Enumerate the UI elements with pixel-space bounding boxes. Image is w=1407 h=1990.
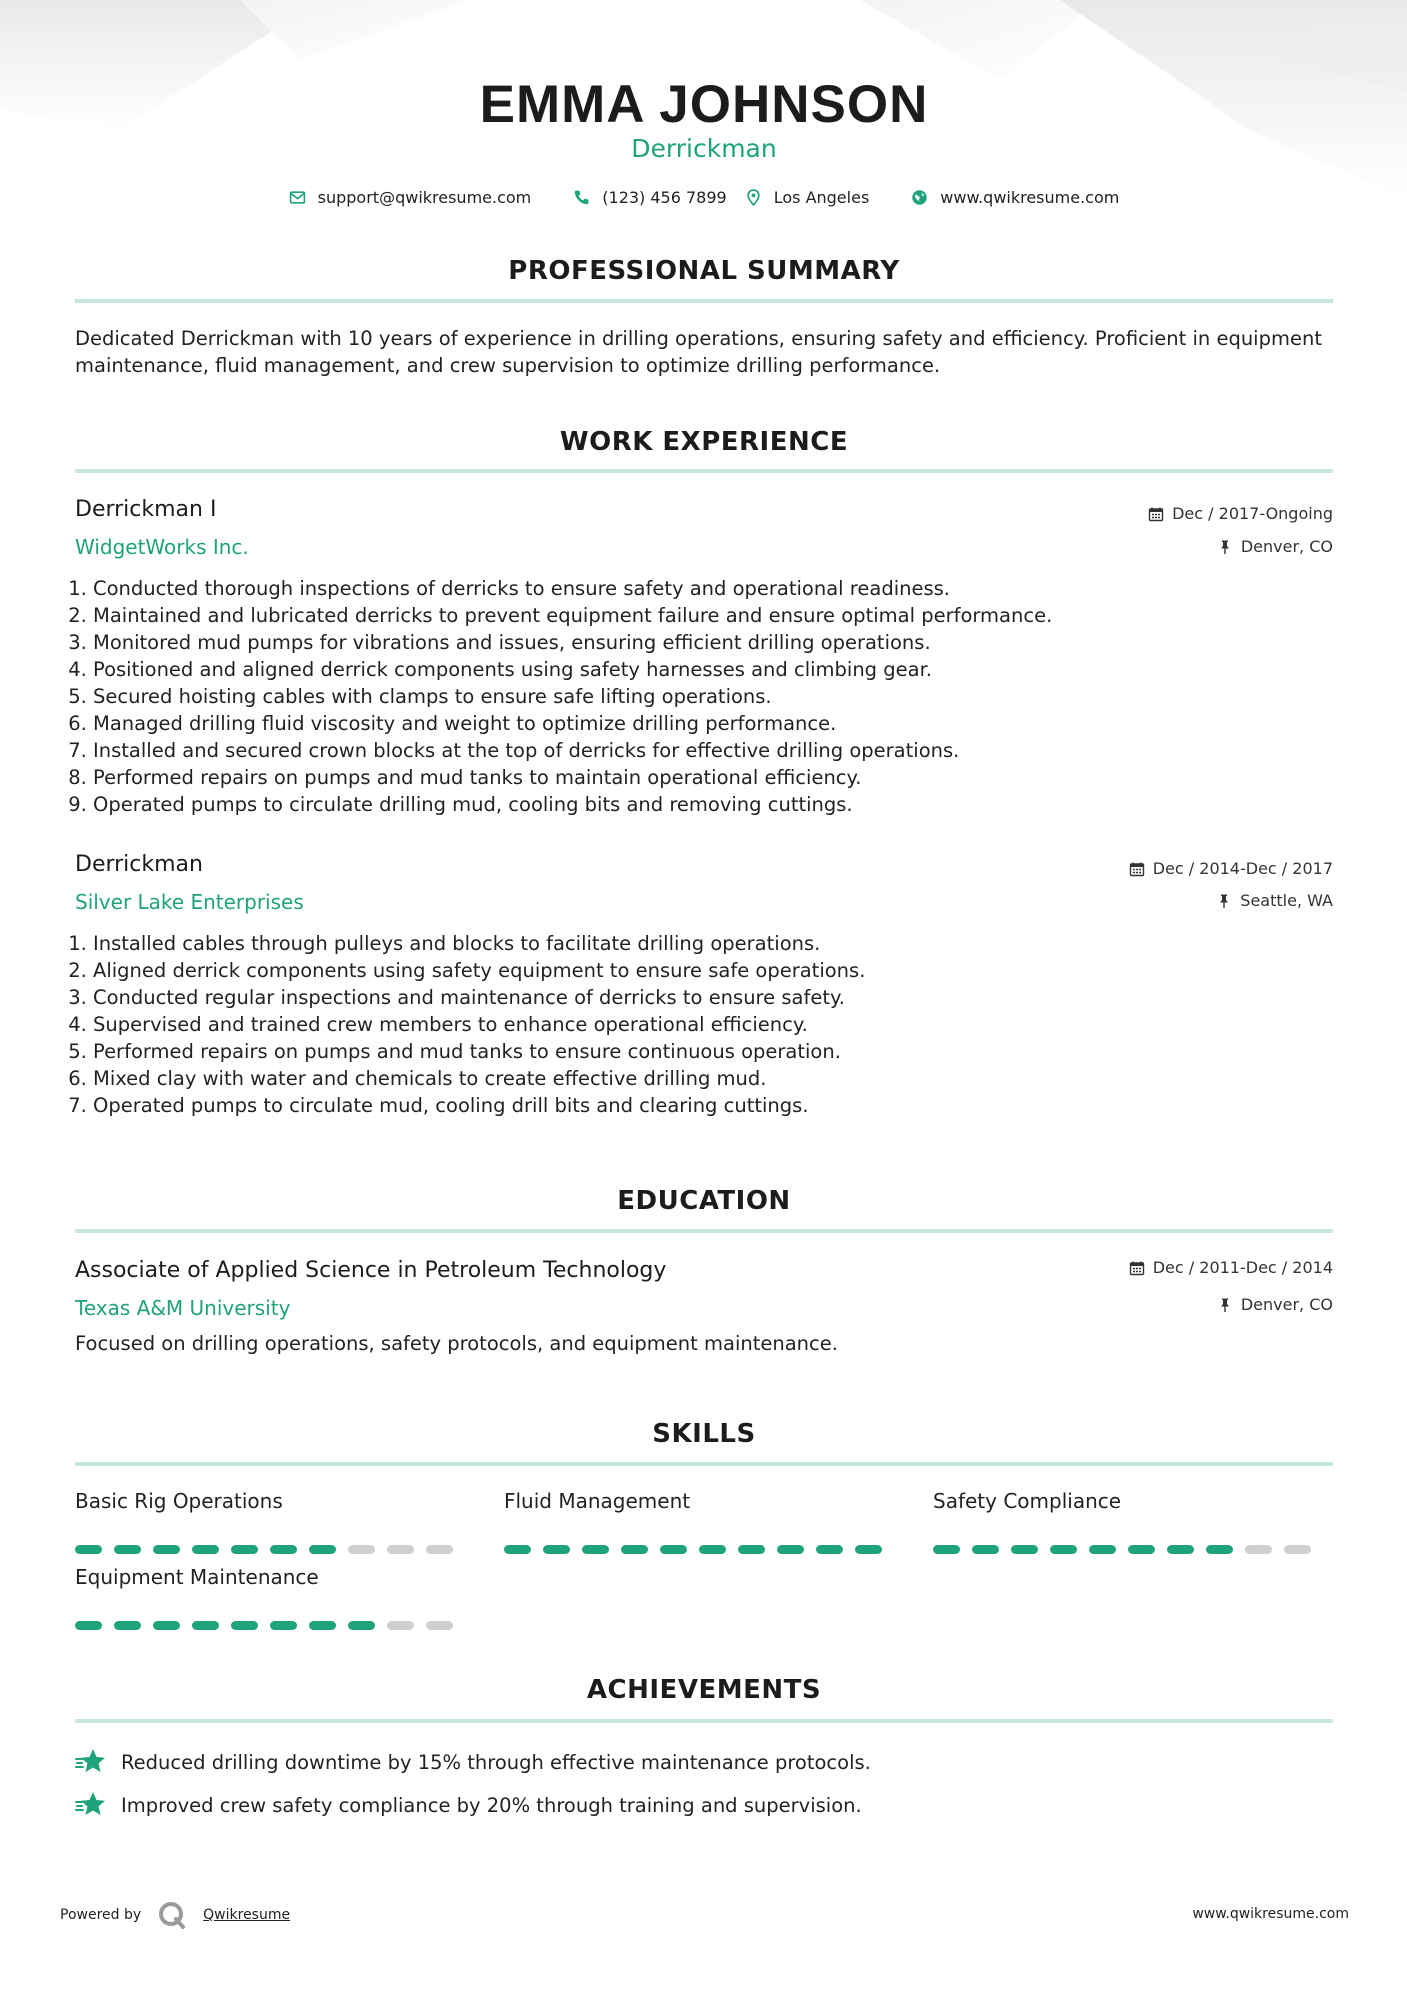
location-text: Los Angeles: [773, 188, 870, 207]
skill-dot-filled: [153, 1545, 180, 1554]
pushpin-icon: [1217, 539, 1233, 555]
job-dates-text: Dec / 2017-Ongoing: [1172, 504, 1333, 523]
skill-dot-empty: [1284, 1545, 1311, 1554]
job-company: WidgetWorks Inc.: [75, 535, 249, 559]
skill-dot-filled: [1011, 1545, 1038, 1554]
skill-dot-filled: [621, 1545, 648, 1554]
skill-dot-filled: [75, 1621, 102, 1630]
skill-dot-filled: [1128, 1545, 1155, 1554]
skill-equipment-maintenance: [75, 1565, 455, 1630]
achievements-heading: ACHIEVEMENTS: [586, 1675, 822, 1705]
education-heading: EDUCATION: [617, 1186, 791, 1216]
skill-dot-empty: [348, 1545, 375, 1554]
list-item: 1. Conducted thorough inspections of derricks to ensure safety and operational readiness.: [93, 575, 1333, 602]
skill-dot-filled: [348, 1621, 375, 1630]
pushpin-icon: [1216, 893, 1232, 909]
degree-title: Associate of Applied Science in Petroleum Technology: [75, 1258, 667, 1283]
list-item: 6. Managed drilling fluid viscosity and weight to optimize drilling performance.: [93, 710, 1333, 737]
list-item: 2. Aligned derrick components using safety equipment to ensure safe operations.: [93, 957, 1333, 984]
skill-dot-filled: [738, 1545, 765, 1554]
contact-email[interactable]: [289, 188, 532, 207]
globe-icon: [911, 189, 928, 206]
achievement-text: Reduced drilling downtime by 15% through effective maintenance protocols.: [121, 1750, 871, 1774]
job-dates: [1129, 859, 1333, 878]
calendar-icon: [1129, 1260, 1145, 1276]
star-icon: [75, 1747, 107, 1777]
skill-dot-filled: [270, 1621, 297, 1630]
job-title: Derrickman I: [75, 497, 217, 522]
job-dates-text: Dec / 2014-Dec / 2017: [1152, 859, 1333, 878]
job-location: [1217, 537, 1333, 556]
envelope-icon: [289, 189, 306, 206]
school-name: Texas A&M University: [75, 1296, 291, 1320]
job-location-text: Denver, CO: [1240, 537, 1333, 556]
education-description: Focused on drilling operations, safety protocols, and equipment maintenance.: [75, 1332, 838, 1355]
skill-dot-filled: [231, 1545, 258, 1554]
skill-dot-filled: [543, 1545, 570, 1554]
contact-bar: [75, 188, 1333, 207]
calendar-icon: [1129, 861, 1145, 877]
skill-dot-filled: [972, 1545, 999, 1554]
education-divider: [75, 1229, 1333, 1233]
skill-dot-empty: [426, 1545, 453, 1554]
achievement-item: [75, 1747, 871, 1777]
candidate-title: Derrickman: [631, 134, 777, 163]
skill-dot-filled: [75, 1545, 102, 1554]
list-item: 5. Performed repairs on pumps and mud tanks to ensure continuous operation.: [93, 1038, 1333, 1065]
skill-dot-filled: [309, 1621, 336, 1630]
list-item: 1. Installed cables through pulleys and blocks to facilitate drilling operations.: [93, 930, 1333, 957]
skills-heading: SKILLS: [652, 1419, 756, 1449]
phone-text: (123) 456 7899: [602, 188, 727, 207]
skill-dot-empty: [387, 1621, 414, 1630]
website-text: www.qwikresume.com: [940, 188, 1120, 207]
contact-website[interactable]: [911, 188, 1119, 207]
job-location-text: Seattle, WA: [1240, 891, 1333, 910]
star-icon: [75, 1790, 107, 1820]
list-item: 7. Installed and secured crown blocks at the top of derricks for effective drilling operations.: [93, 737, 1333, 764]
skill-label: Basic Rig Operations: [75, 1489, 283, 1513]
skill-dot-filled: [855, 1545, 882, 1554]
list-item: 9. Operated pumps to circulate drilling mud, cooling bits and removing cuttings.: [93, 791, 1333, 818]
skill-basic-rig-operations: [75, 1489, 455, 1554]
skills-divider: [75, 1462, 1333, 1466]
pushpin-icon: [1217, 1297, 1233, 1313]
skill-dot-filled: [192, 1621, 219, 1630]
skill-rating: [75, 1545, 455, 1554]
education-location: [1217, 1295, 1333, 1314]
skill-dot-filled: [582, 1545, 609, 1554]
skill-rating: [504, 1545, 884, 1554]
skill-dot-filled: [231, 1621, 258, 1630]
list-item: 2. Maintained and lubricated derricks to prevent equipment failure and ensure optimal performance.: [93, 602, 1333, 629]
skill-fluid-management: [504, 1489, 884, 1554]
calendar-icon: [1148, 506, 1164, 522]
skill-dot-filled: [699, 1545, 726, 1554]
qwikresume-logo-icon: [157, 1900, 187, 1930]
list-item: 4. Supervised and trained crew members to enhance operational efficiency.: [93, 1011, 1333, 1038]
experience-divider: [75, 469, 1333, 473]
skill-dot-empty: [387, 1545, 414, 1554]
contact-phone[interactable]: [573, 188, 726, 207]
skill-dot-filled: [660, 1545, 687, 1554]
list-item: 5. Secured hoisting cables with clamps to ensure safe lifting operations.: [93, 683, 1333, 710]
skill-dot-filled: [114, 1545, 141, 1554]
brand-link[interactable]: Qwikresume: [203, 1907, 291, 1923]
skill-dot-filled: [1050, 1545, 1077, 1554]
contact-location: [745, 188, 870, 207]
list-item: 8. Performed repairs on pumps and mud tanks to maintain operational efficiency.: [93, 764, 1333, 791]
skill-dot-filled: [1089, 1545, 1116, 1554]
email-text: support@qwikresume.com: [317, 188, 532, 207]
summary-heading: PROFESSIONAL SUMMARY: [508, 256, 900, 286]
job-dates: [1148, 504, 1333, 523]
list-item: 3. Monitored mud pumps for vibrations and issues, ensuring efficient drilling operations.: [93, 629, 1333, 656]
skill-dot-filled: [504, 1545, 531, 1554]
skill-dot-filled: [270, 1545, 297, 1554]
skill-dot-filled: [816, 1545, 843, 1554]
powered-by-text: Powered by: [60, 1907, 142, 1923]
achievement-item: [75, 1790, 862, 1820]
education-dates-text: Dec / 2011-Dec / 2014: [1152, 1258, 1333, 1277]
skill-dot-filled: [114, 1621, 141, 1630]
achievements-divider: [75, 1719, 1333, 1723]
skill-dot-empty: [426, 1621, 453, 1630]
education-dates: [1129, 1258, 1333, 1277]
skill-dot-filled: [153, 1621, 180, 1630]
footer-website[interactable]: www.qwikresume.com: [1192, 1906, 1349, 1922]
map-marker-icon: [745, 189, 762, 206]
candidate-name: EMMA JOHNSON: [479, 75, 929, 134]
list-item: 3. Conducted regular inspections and maintenance of derricks to ensure safety.: [93, 984, 1333, 1011]
skill-dot-filled: [309, 1545, 336, 1554]
skill-rating: [75, 1621, 455, 1630]
skill-dot-filled: [1206, 1545, 1233, 1554]
list-item: 4. Positioned and aligned derrick components using safety harnesses and climbing gear.: [93, 656, 1333, 683]
skill-dot-filled: [1167, 1545, 1194, 1554]
education-location-text: Denver, CO: [1240, 1295, 1333, 1314]
skill-label: Equipment Maintenance: [75, 1565, 319, 1589]
skill-label: Fluid Management: [504, 1489, 691, 1513]
skill-dot-filled: [777, 1545, 804, 1554]
footer-powered-by: [60, 1900, 290, 1930]
skill-safety-compliance: [933, 1489, 1313, 1554]
summary-divider: [75, 299, 1333, 303]
skill-rating: [933, 1545, 1313, 1554]
job-location: [1216, 891, 1333, 910]
skill-label: Safety Compliance: [933, 1489, 1122, 1513]
list-item: 7. Operated pumps to circulate mud, cooling drill bits and clearing cuttings.: [93, 1092, 1333, 1119]
list-item: 6. Mixed clay with water and chemicals to create effective drilling mud.: [93, 1065, 1333, 1092]
phone-icon: [573, 189, 590, 206]
job-company: Silver Lake Enterprises: [75, 890, 304, 914]
summary-text: Dedicated Derrickman with 10 years of experience in drilling operations, ensuring safety and efficiency. Proficient in equipment maintenance, fluid management, and crew supervision to optimize drilling performance.: [75, 327, 1322, 377]
skill-dot-empty: [1245, 1545, 1272, 1554]
skill-dot-filled: [192, 1545, 219, 1554]
job-responsibilities: [75, 930, 1333, 1119]
achievement-text: Improved crew safety compliance by 20% through training and supervision.: [121, 1793, 862, 1817]
job-title: Derrickman: [75, 852, 203, 877]
job-responsibilities: [75, 575, 1333, 818]
experience-heading: WORK EXPERIENCE: [559, 427, 849, 457]
skill-dot-filled: [933, 1545, 960, 1554]
